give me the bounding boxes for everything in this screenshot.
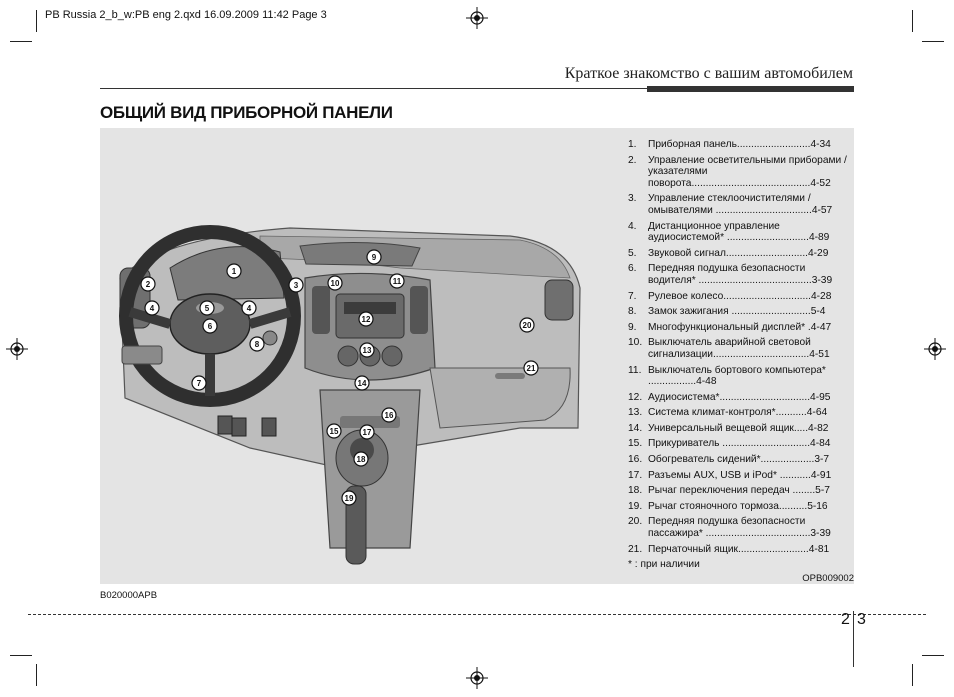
callout-badge xyxy=(192,376,206,390)
svg-text:6: 6 xyxy=(207,322,213,331)
callout-badge xyxy=(354,452,368,466)
legend-item: 1. Приборная панель..........................4-34 xyxy=(628,139,831,150)
legend-item: 8. Замок зажигания ............................5-4 xyxy=(628,306,826,318)
svg-text:7: 7 xyxy=(196,379,202,388)
callout-badge xyxy=(524,361,538,375)
legend-item: 16. Обогреватель сидений*...................3-7 xyxy=(628,454,830,466)
legend-item: 2. Управление осветительными приборами / указателями поворота..........................................4-52 xyxy=(628,154,847,189)
legend-item: 6. Передняя подушка безопасности водителя* ........................................3-39 xyxy=(628,263,833,286)
svg-text:17: 17 xyxy=(362,428,372,437)
registration-mark-icon xyxy=(466,7,488,29)
callout-badge xyxy=(242,301,256,315)
callout-badge xyxy=(390,274,404,288)
svg-text:11: 11 xyxy=(392,277,402,286)
registration-mark-icon xyxy=(924,338,946,360)
crop-mark xyxy=(912,10,913,32)
page-number-separator xyxy=(853,611,854,667)
svg-text:3: 3 xyxy=(293,281,299,290)
callout-badge xyxy=(327,424,341,438)
crop-mark xyxy=(36,10,37,32)
crop-mark xyxy=(10,655,32,656)
svg-text:4: 4 xyxy=(149,304,155,313)
callout-badge xyxy=(359,312,373,326)
legend-item: 12. Аудиосистема*................................4-95 xyxy=(628,391,831,403)
callout-badge xyxy=(360,343,374,357)
svg-text:15: 15 xyxy=(329,427,339,436)
callout-badge xyxy=(367,250,381,264)
callout-badge xyxy=(342,491,356,505)
svg-text:5: 5 xyxy=(204,304,210,313)
page-number-right: 3 xyxy=(857,611,866,628)
crop-mark xyxy=(922,41,944,42)
callout-badge xyxy=(360,425,374,439)
image-code: B020000APB xyxy=(100,590,158,601)
legend-item: 10. Выключатель аварийной световой сигнализации..................................4-51 xyxy=(628,337,830,360)
legend-item: 15. Прикуриватель ...............................4-84 xyxy=(628,438,831,450)
svg-text:21: 21 xyxy=(526,364,536,373)
chapter-title: Краткое знакомство с вашим автомобилем xyxy=(564,65,853,82)
svg-text:8: 8 xyxy=(254,340,260,349)
legend-item: 3. Управление стеклоочистителями / омывателями ..................................4-57 xyxy=(628,193,833,216)
callout-badge xyxy=(520,318,534,332)
legend-item: 17. Разъемы AUX, USB и iPod* ...........4-91 xyxy=(628,469,832,481)
svg-text:10: 10 xyxy=(330,279,340,288)
legend-item: 20. Передняя подушка безопасности пассажира* .....................................3-39 xyxy=(628,516,831,540)
crop-mark xyxy=(922,655,944,656)
svg-text:14: 14 xyxy=(357,379,367,388)
crop-mark xyxy=(10,41,32,42)
callout-badge xyxy=(355,376,369,390)
svg-text:16: 16 xyxy=(384,411,394,420)
legend-item: 9. Многофункциональный дисплей* .4-47 xyxy=(628,321,832,333)
svg-text:20: 20 xyxy=(522,321,532,330)
svg-text:9: 9 xyxy=(371,253,377,262)
callout-badge xyxy=(250,337,264,351)
callout-badge xyxy=(203,319,217,333)
footnote: * : при наличии xyxy=(628,559,700,570)
legend-item: 4. Дистанционное управление аудиосистемой* .............................4-89 xyxy=(628,220,830,244)
footer-rule xyxy=(28,614,926,615)
legend-item: 14. Универсальный вещевой ящик.....4-82 xyxy=(628,422,829,434)
legend-item: 13. Система климат-контроля*...........4-64 xyxy=(628,407,828,419)
callout-badge xyxy=(200,301,214,315)
header-bar xyxy=(647,86,854,92)
section-title: ОБЩИЙ ВИД ПРИБОРНОЙ ПАНЕЛИ xyxy=(100,103,393,122)
svg-text:12: 12 xyxy=(361,315,371,324)
svg-text:13: 13 xyxy=(362,346,372,355)
legend-item: 11. Выключатель бортового компьютера* .................4-48 xyxy=(628,364,826,388)
legend-item: 21. Перчаточный ящик.........................4-81 xyxy=(628,543,830,555)
svg-text:4: 4 xyxy=(246,304,252,313)
legend-item: 5. Звуковой сигнал.............................4-29 xyxy=(628,247,829,259)
svg-text:1: 1 xyxy=(231,267,237,276)
callout-badge xyxy=(289,278,303,292)
component-legend xyxy=(628,139,852,559)
svg-text:2: 2 xyxy=(145,280,151,289)
registration-mark-icon xyxy=(466,667,488,689)
legend-item: 19. Рычаг стояночного тормоза..........5-16 xyxy=(628,500,828,512)
print-slug: PB Russia 2_b_w:PB eng 2.qxd 16.09.2009 11:42 Page 3 xyxy=(45,9,327,21)
callout-badge xyxy=(227,264,241,278)
dashboard-illustration xyxy=(100,128,620,584)
callout-badge xyxy=(145,301,159,315)
svg-text:18: 18 xyxy=(356,455,366,464)
crop-mark xyxy=(36,664,37,686)
callout-badge xyxy=(382,408,396,422)
crop-mark xyxy=(912,664,913,686)
figure-code: OPB009002 xyxy=(802,573,854,584)
registration-mark-icon xyxy=(6,338,28,360)
legend-item: 18. Рычаг переключения передач ........5-7 xyxy=(628,485,830,497)
callout-badge xyxy=(141,277,155,291)
callout-badge xyxy=(328,276,342,290)
legend-item: 7. Рулевое колесо...............................4-28 xyxy=(628,290,832,302)
svg-text:19: 19 xyxy=(344,494,354,503)
page-number-left: 2 xyxy=(841,611,850,628)
